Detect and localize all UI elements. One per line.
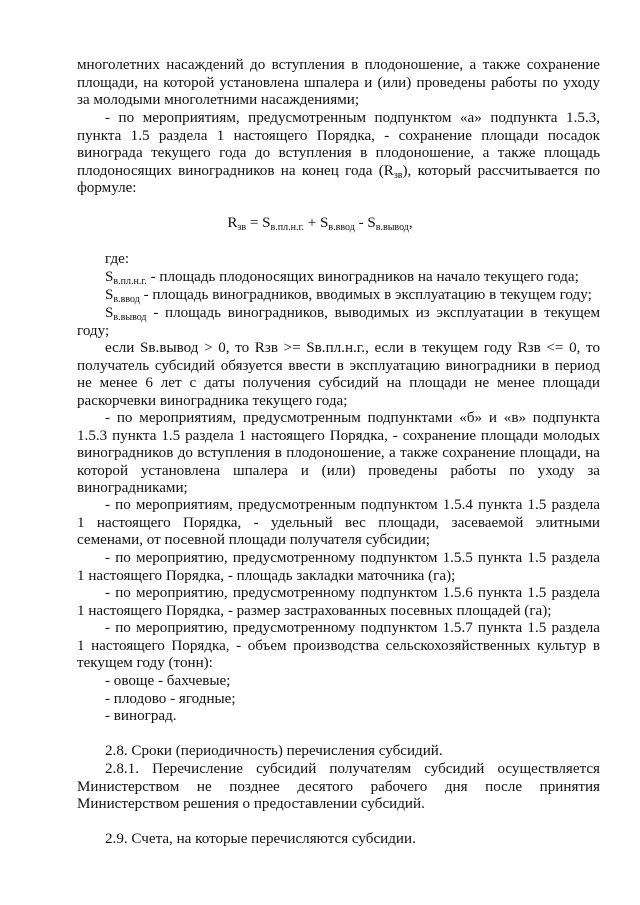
paragraph-perennial-plantings: многолетних насаждений до вступления в плодоношение, а также сохранение площади, на которой установлена шпалера и (или) проведены работы по уходу за молодыми многолетними насаждениями; [77, 57, 600, 109]
section-heading-2-9: 2.9. Счета, на которые перечисляются субсидии. [105, 831, 416, 847]
list-item: - плодово - ягодные; [105, 691, 236, 707]
definition-s-vvod [105, 287, 592, 305]
definition-s-vyvod-text: - площадь виноградников, выводимых из эксплуатации в текущем году; [77, 305, 600, 339]
formula-plus: + S [303, 215, 329, 231]
subscript-zv: зв [393, 169, 403, 181]
paragraph-production-volume: - по мероприятию, предусмотренному подпунктом 1.5.7 пункта 1.5 раздела 1 настоящего Порядка, - объем производства сельскохозяйственных культур в текущем году (тонн): [77, 620, 600, 672]
where-label: где: [105, 251, 130, 267]
definition-s-vyvod-symbol: S [105, 305, 114, 321]
paragraph-2-8-1: 2.8.1. Перечисление субсидий получателям субсидий осуществляется Министерством не позднее десятого рабочего дня после принятия Министерством решения о предоставлении субсидий. [77, 761, 600, 813]
formula-r: R [227, 215, 238, 231]
formula-minus: - S [354, 215, 376, 231]
paragraph-mother-plantation: - по мероприятию, предусмотренному подпунктом 1.5.5 пункта 1.5 раздела 1 настоящего Порядка, - площадь закладки маточника (га); [77, 550, 600, 584]
paragraph-grape-area-end: ), который рассчитывается по формуле: [77, 162, 600, 197]
definition-s-pl-text: - площадь плодоносящих виноградников на начало текущего года; [146, 269, 579, 285]
formula-s1-sub: в.пл.н.г. [270, 222, 304, 233]
definition-s-vvod-symbol: S [105, 287, 114, 303]
definition-s-pl [105, 269, 579, 287]
list-item: - овоще - бахчевые; [105, 673, 231, 689]
formula-eq: = S [246, 215, 271, 231]
definition-s-vvod-sub: в.ввод [113, 294, 140, 305]
paragraph-grape-area-text: - по мероприятиям, предусмотренным подпунктом «а» подпункта 1.5.3, пункта 1.5 раздела 1 настоящего Порядка, - сохранение площади посадок винограда текущего года до вступления в плодоношение, а также площадь плодоносящих виноградников на конец года (R [77, 110, 600, 179]
definition-s-pl-sub: в.пл.н.г. [113, 276, 147, 287]
definition-s-pl-symbol: S [105, 269, 114, 285]
definition-s-vyvod-sub: в.вывод [113, 312, 147, 323]
formula-r-sub: зв [237, 222, 247, 233]
definition-s-vvod-text: - площадь виноградников, вводимых в эксплуатацию в текущем году; [139, 287, 592, 303]
definition-s-vyvod [77, 305, 600, 340]
formula-s3-sub: в.вывод [375, 222, 409, 233]
paragraph-young-vineyards: - по мероприятиям, предусмотренным подпунктами «б» и «в» подпункта 1.5.3 пункта 1.5 раздела 1 настоящего Порядка, - сохранение площади молодых виноградников до вступления в плодоношение, а также сохранение площади, на которой установлена шпалера и (или) проведены работы по уходу за виноградниками; [77, 410, 600, 497]
list-item: - виноград. [105, 708, 177, 724]
formula-rzv [0, 215, 640, 233]
section-heading-2-8: 2.8. Сроки (периодичность) перечисления субсидий. [105, 743, 443, 759]
formula-end: , [408, 215, 413, 231]
paragraph-grape-area [77, 110, 600, 198]
paragraph-insured-areas: - по мероприятию, предусмотренному подпунктом 1.5.6 пункта 1.5 раздела 1 настоящего Порядка, - размер застрахованных посевных площадей (га); [77, 585, 600, 619]
formula-s2-sub: в.ввод [328, 222, 355, 233]
paragraph-condition: если Sв.вывод > 0, то Rзв >= Sв.пл.н.г., если в текущем году Rзв <= 0, то получатель субсидий обязуется ввести в эксплуатацию виноградники в период не менее 6 лет с даты получения субсидий на площади не менее площади раскорчевки виноградника текущего года; [77, 340, 600, 409]
paragraph-elite-seeds: - по мероприятиям, предусмотренным подпунктом 1.5.4 пункта 1.5 раздела 1 настоящего Порядка, - удельный вес площади, засеваемой элитными семенами, от посевной площади получателя субсидии; [77, 497, 600, 549]
